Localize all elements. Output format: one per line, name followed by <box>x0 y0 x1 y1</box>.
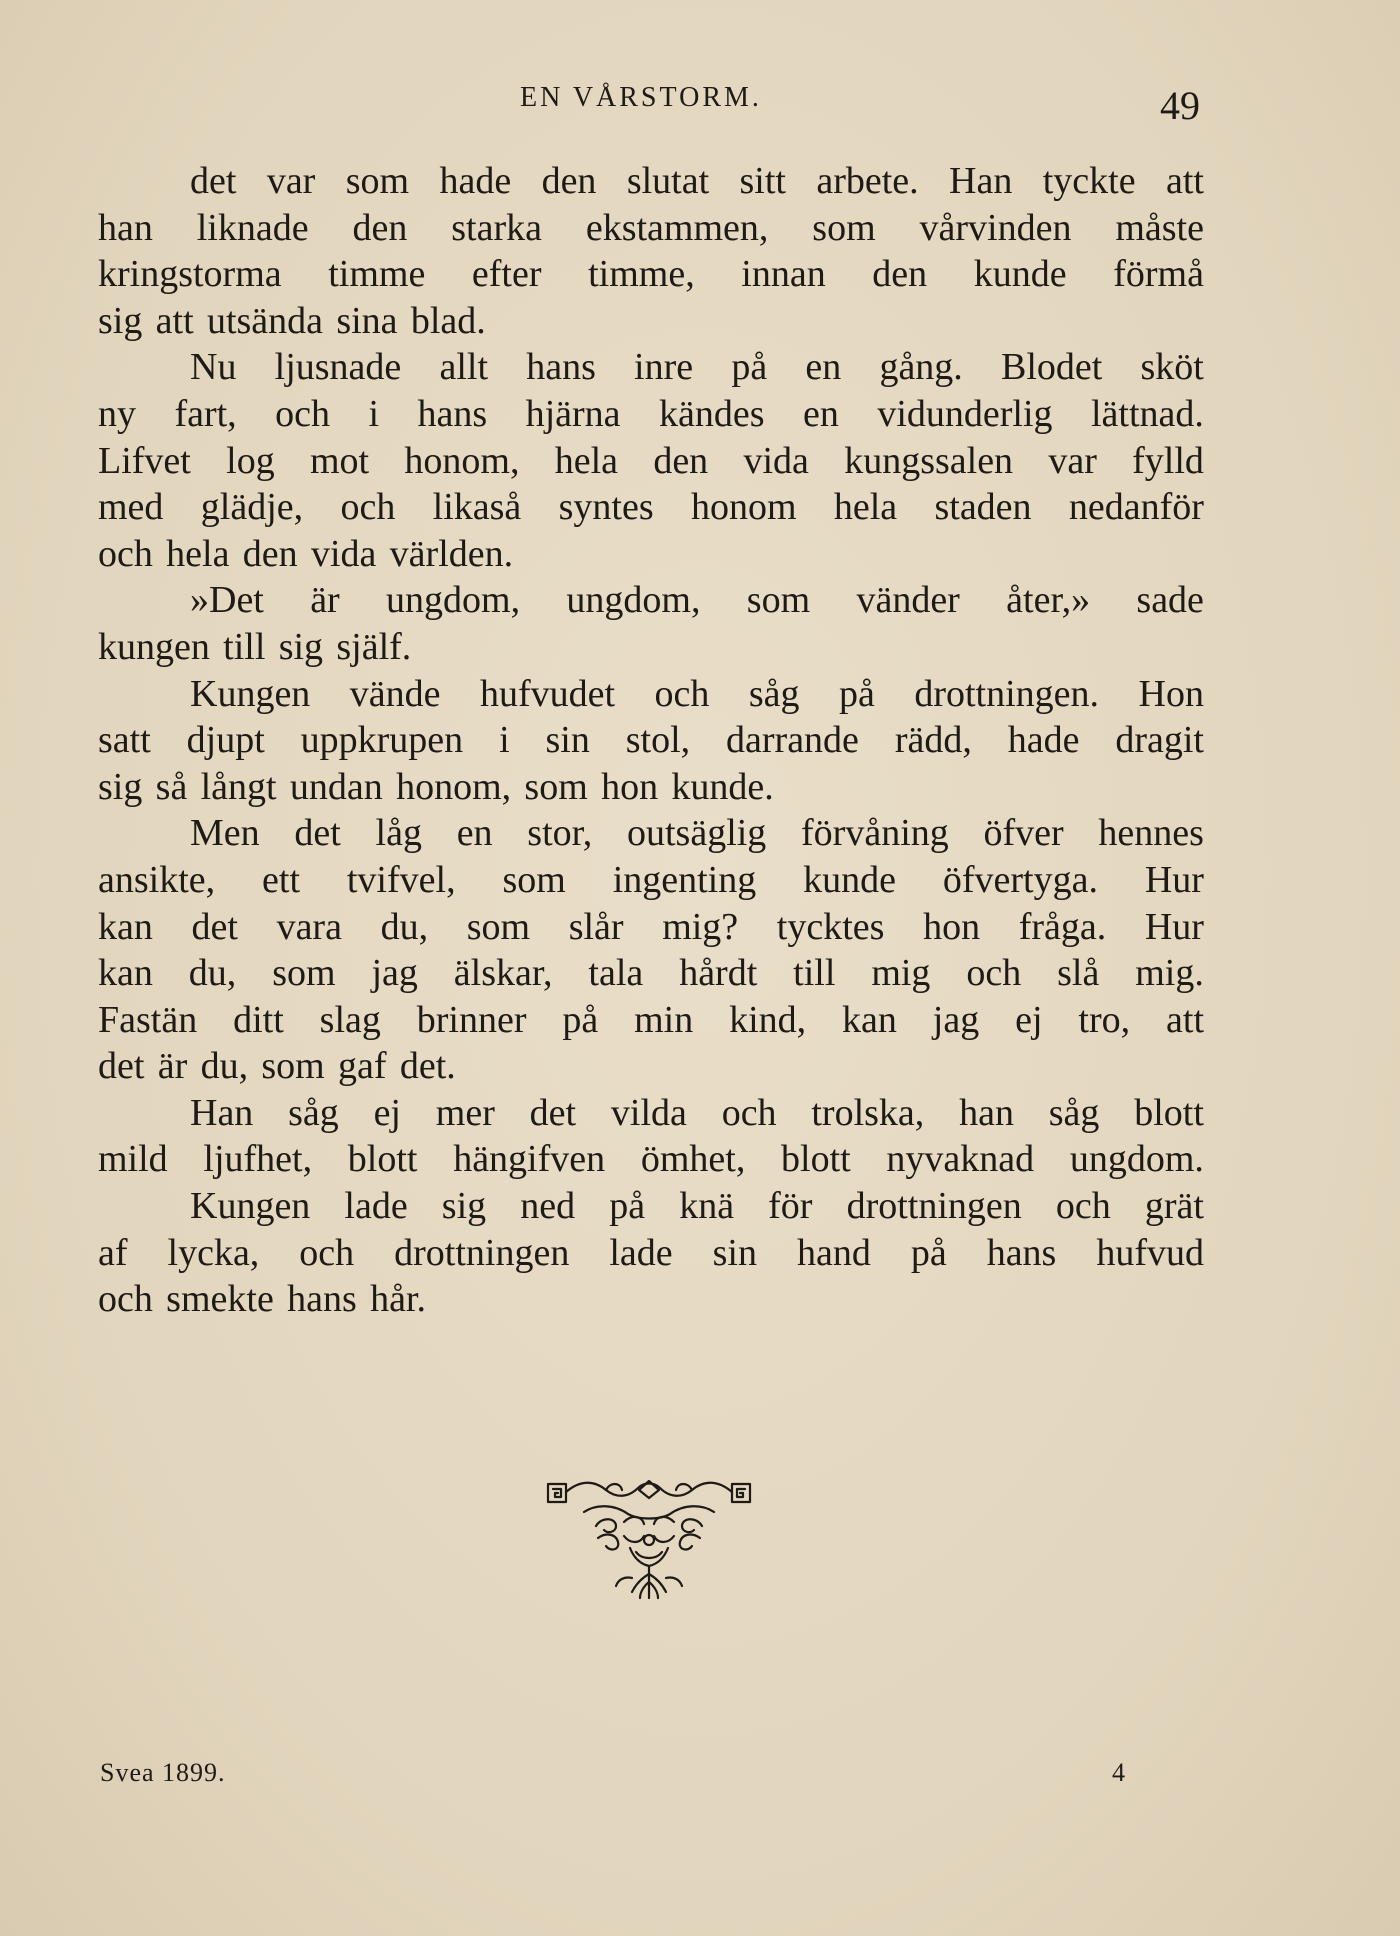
paragraph <box>98 1090 1204 1183</box>
text-line: mild ljufhet, blott hängifven ömhet, blott nyvaknad ungdom. <box>98 1138 1204 1181</box>
text-line: han liknade den starka ekstammen, som vårvinden måste <box>98 206 1204 249</box>
paragraph <box>98 810 1204 1090</box>
text-line: Fastän ditt slag brinner på min kind, kan jag ej tro, att <box>98 998 1204 1041</box>
paragraph <box>98 344 1204 577</box>
text-line: med glädje, och likaså syntes honom hela staden nedanför <box>98 486 1204 529</box>
text-line: det var som hade den slutat sitt arbete. Han tyckte att <box>190 160 1204 202</box>
body-text <box>98 158 1204 1323</box>
paragraph <box>98 577 1204 670</box>
footer-signature: Svea 1899. <box>100 1758 226 1787</box>
text-line: Men det låg en stor, outsäglig förvåning öfver hennes <box>190 812 1204 855</box>
page-number: 49 <box>1160 83 1200 128</box>
text-line: kungen till sig själf. <box>98 625 412 668</box>
text-line: ansikte, ett tvifvel, som ingenting kunde öfvertyga. Hur <box>98 858 1204 901</box>
text-line: Kungen lade sig ned på knä för drottningen och grät <box>190 1185 1204 1228</box>
text-line: och hela den vida världen. <box>98 532 514 575</box>
footer-sheet-number: 4 <box>1112 1758 1125 1787</box>
text-line: och smekte hans hår. <box>98 1278 426 1321</box>
text-line: Kungen vände hufvudet och såg på drottningen. Hon <box>190 672 1204 715</box>
text-line: kan du, som jag älskar, tala hårdt till mig och slå mig. <box>98 952 1204 995</box>
text-line: ny fart, och i hans hjärna kändes en vidunderlig lättnad. <box>98 392 1204 435</box>
paragraph <box>98 1183 1204 1323</box>
text-line: Lifvet log mot honom, hela den vida kungssalen var fylld <box>98 439 1204 482</box>
text-line: det är du, som gaf det. <box>98 1045 456 1088</box>
text-line: »Det är ungdom, ungdom, som vänder åter,» sade <box>190 579 1204 622</box>
running-title: EN VÅRSTORM. <box>520 82 762 113</box>
paragraph <box>98 158 1204 344</box>
text-line: Han såg ej mer det vilda och trolska, han såg blott <box>190 1091 1204 1134</box>
text-line: satt djupt uppkrupen i sin stol, darrande rädd, hade dragit <box>98 719 1204 762</box>
text-line: sig att utsända sina blad. <box>98 299 486 342</box>
text-line: kringstorma timme efter timme, innan den kunde förmå <box>98 253 1204 296</box>
text-line: af lycka, och drottningen lade sin hand på hans hufvud <box>98 1231 1204 1274</box>
decorative-vignette-icon <box>544 1478 754 1604</box>
text-line: sig så långt undan honom, som hon kunde. <box>98 765 774 808</box>
paragraph <box>98 671 1204 811</box>
text-line: Nu ljusnade allt hans inre på en gång. Blodet sköt <box>190 346 1204 389</box>
text-line: kan det vara du, som slår mig? tycktes hon fråga. Hur <box>98 905 1204 948</box>
